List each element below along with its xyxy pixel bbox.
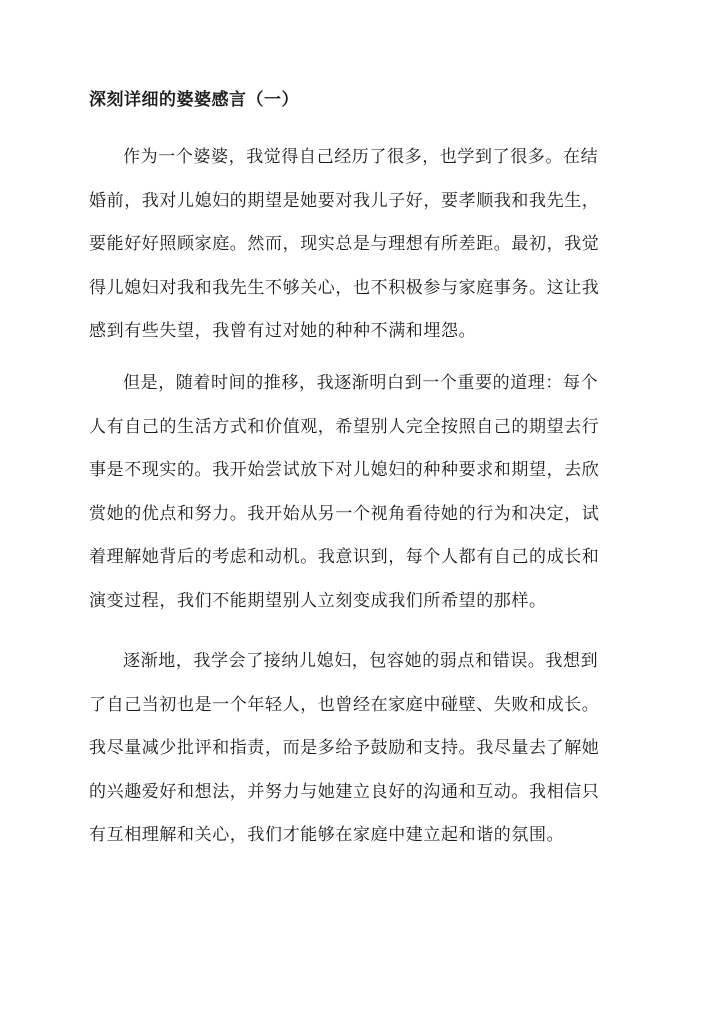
- paragraph-1: [89, 136, 634, 354]
- paragraph-2: [89, 362, 634, 624]
- paragraph-line: 但是，随着时间的推移，我逐渐明白到一个重要的道理：每个: [123, 373, 599, 393]
- paragraph-line: 婚前，我对儿媳妇的期望是她要对我儿子好，要孝顺我和我先生，: [89, 190, 600, 211]
- paragraph-line: 感到有些失望，我曾有过对她的种种不满和埋怨。: [89, 321, 477, 342]
- paragraph-line: 人有自己的生活方式和价值观，希望别人完全按照自己的期望去行: [89, 416, 600, 437]
- paragraph-line: 的兴趣爱好和想法，并努力与她建立良好的沟通和互动。我相信只: [89, 781, 600, 802]
- paragraph-line: 着理解她背后的考虑和动机。我意识到，每个人都有自己的成长和: [89, 547, 600, 568]
- paragraph-line: 事是不现实的。我开始尝试放下对儿媳妇的种种要求和期望，去欣: [89, 460, 600, 481]
- paragraph-line: 了自己当初也是一个年轻人，也曾经在家庭中碰壁、失败和成长。: [89, 694, 600, 715]
- paragraph-line: 得儿媳妇对我和我先生不够关心，也不积极参与家庭事务。这让我: [89, 277, 600, 298]
- paragraph-line: 赏她的优点和努力。我开始从另一个视角看待她的行为和决定，试: [89, 503, 600, 524]
- paragraph-line: 演变过程，我们不能期望别人立刻变成我们所希望的那样。: [89, 590, 547, 611]
- paragraph-line: 有互相理解和关心，我们才能够在家庭中建立起和谐的氛围。: [89, 825, 565, 846]
- paragraph-line: 要能好好照顾家庭。然而，现实总是与理想有所差距。最初，我觉: [89, 234, 600, 255]
- paragraph-line: 作为一个婆婆，我觉得自己经历了很多，也学到了很多。在结: [123, 147, 599, 167]
- paragraph-line: 逐渐地，我学会了接纳儿媳妇，包容她的弱点和错误。我想到: [123, 651, 599, 671]
- paragraph-line: 我尽量减少批评和指责，而是多给予鼓励和支持。我尽量去了解她: [89, 738, 600, 759]
- document-title: 深刻详细的婆婆感言（一）: [89, 90, 299, 110]
- paragraph-3: [89, 640, 634, 858]
